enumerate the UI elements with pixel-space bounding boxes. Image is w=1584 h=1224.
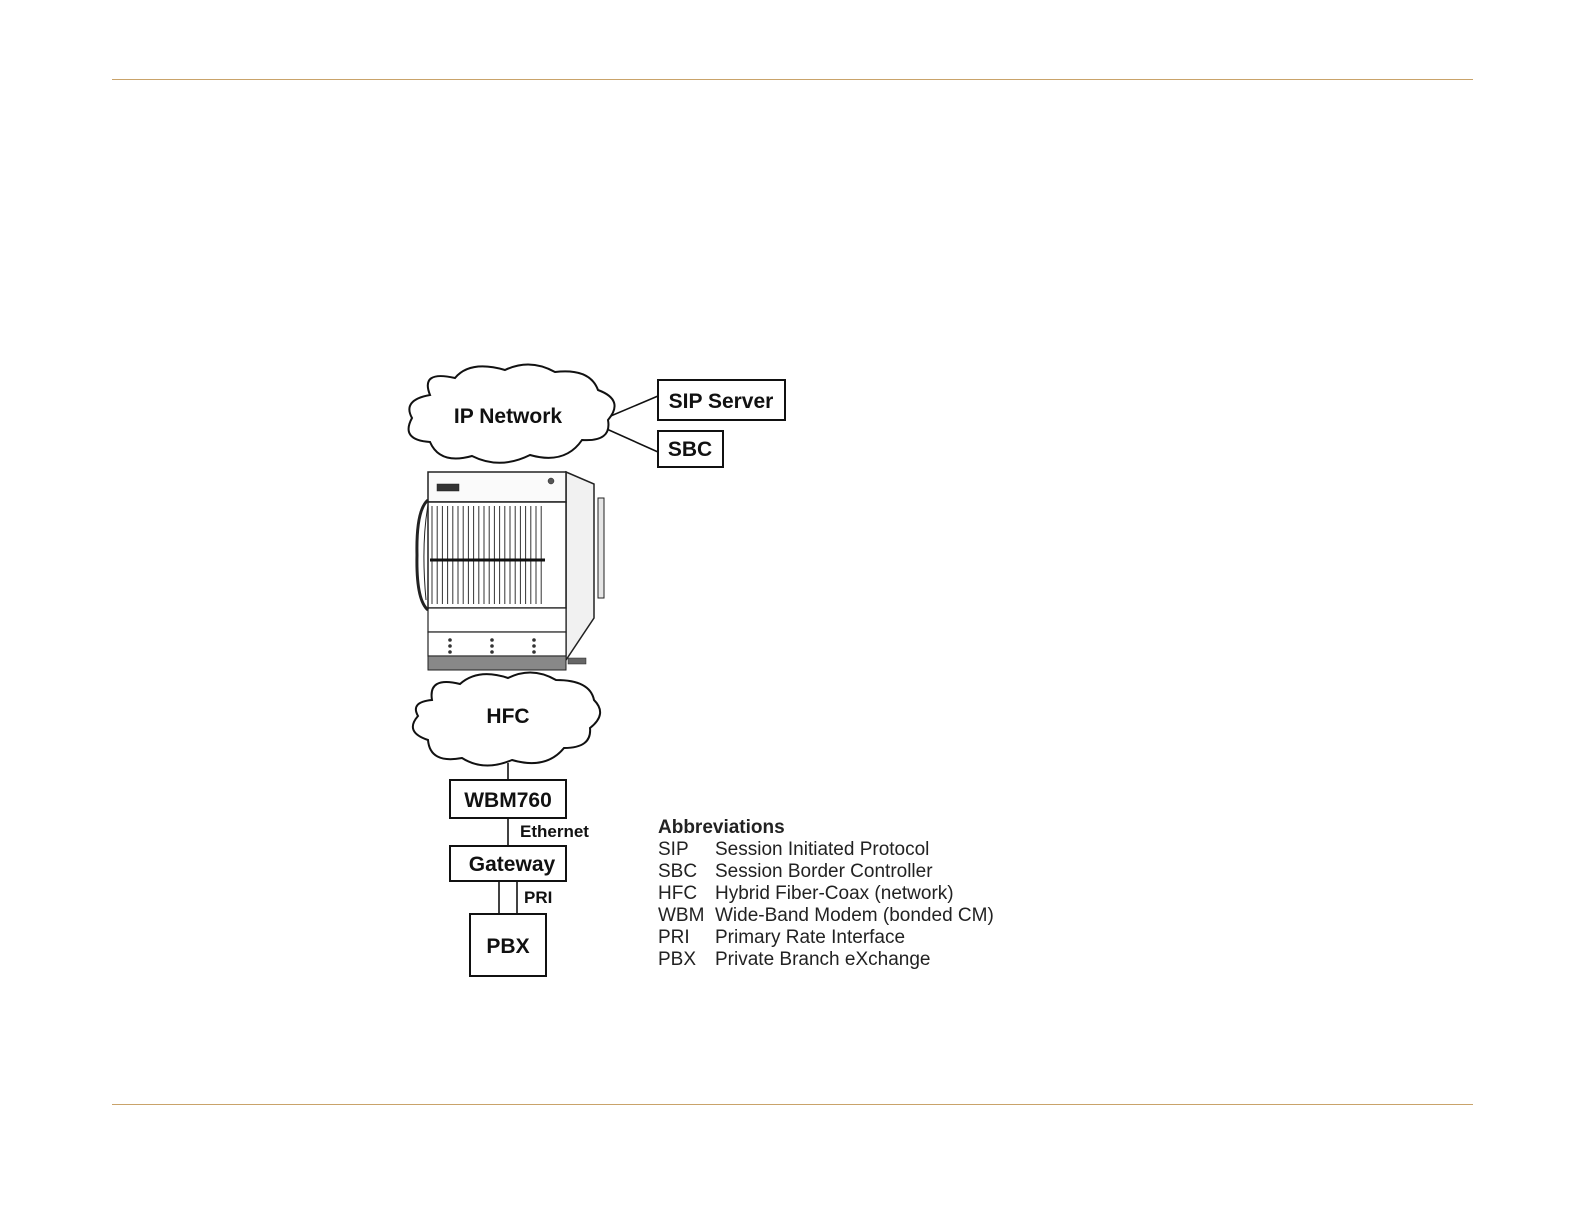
- wbm760-label: WBM760: [464, 789, 552, 812]
- ip-network-cloud: [409, 364, 615, 462]
- ip-network-label: IP Network: [453, 405, 563, 428]
- legend-abbr: PRI: [658, 927, 690, 948]
- hfc-cloud: [413, 672, 600, 765]
- legend-abbr: SBC: [658, 861, 698, 882]
- legend-text: Wide-Band Modem (bonded CM): [715, 905, 994, 926]
- gateway-label: Gateway: [468, 853, 556, 876]
- legend-item: [658, 905, 994, 927]
- legend-text: Primary Rate Interface: [715, 927, 906, 948]
- wbm760-node: [450, 780, 566, 818]
- legend-text: Private Branch eXchange: [715, 949, 931, 970]
- legend-item: [658, 861, 994, 883]
- legend-text: Session Border Controller: [715, 861, 933, 882]
- legend-title: Abbreviations: [658, 817, 785, 838]
- legend-item: [658, 839, 994, 861]
- sbc-node: [658, 431, 723, 467]
- legend-item: [658, 883, 994, 905]
- ethernet-link-label: Ethernet: [520, 822, 589, 841]
- cmts-chassis-image: [417, 472, 604, 670]
- legend-text: Hybrid Fiber-Coax (network): [715, 883, 954, 904]
- sbc-label: SBC: [667, 438, 713, 461]
- pbx-node: [470, 914, 546, 976]
- legend-text: Session Initiated Protocol: [715, 839, 930, 860]
- legend-abbr: PBX: [658, 949, 697, 970]
- legend-item: [658, 927, 994, 949]
- pbx-label: PBX: [486, 935, 530, 958]
- abbreviations-legend: [658, 817, 994, 971]
- legend-abbr: SIP: [658, 839, 689, 860]
- pri-link-label: PRI: [524, 888, 553, 907]
- legend-abbr: HFC: [658, 883, 698, 904]
- gateway-node: [450, 846, 566, 881]
- sip-server-node: [658, 380, 785, 420]
- sip-server-label: SIP Server: [668, 390, 774, 413]
- legend-abbr: WBM: [658, 905, 705, 926]
- legend-item: [658, 949, 994, 971]
- hfc-label: HFC: [486, 705, 530, 728]
